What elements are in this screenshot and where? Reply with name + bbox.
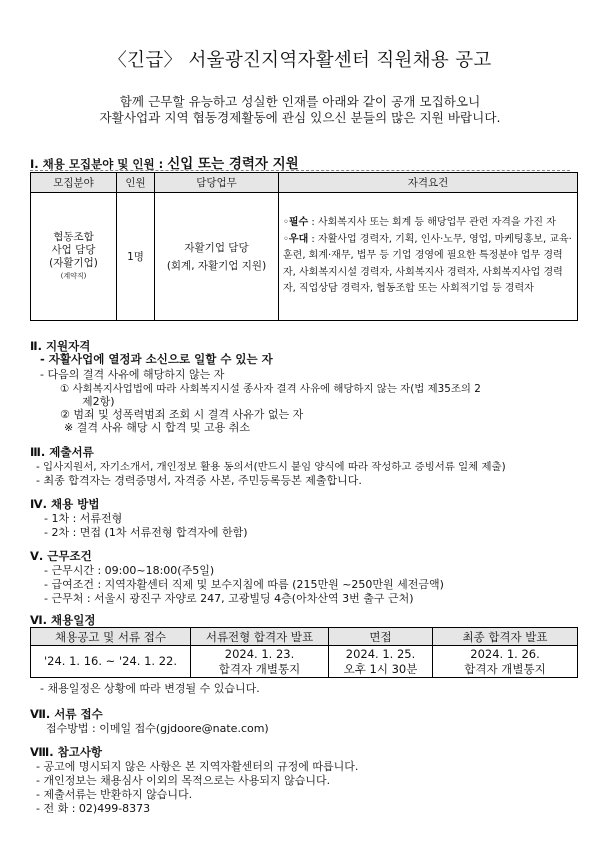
count-cell: 1명 bbox=[117, 193, 155, 321]
qualification-line: - 다음의 결격 사유에 해당하지 않는 자 bbox=[40, 368, 225, 381]
schedule-note: 합격자 개별통지 bbox=[464, 661, 546, 676]
section-1-title: Ⅰ. 채용 모집분야 및 인원 : bbox=[30, 157, 168, 171]
table-header: 자격요건 bbox=[279, 173, 578, 193]
section-2-heading: Ⅱ. 지원자격 bbox=[30, 339, 91, 353]
notice-line: - 전 화 : 02)499-8373 bbox=[36, 802, 151, 815]
field-text: 협동조합 bbox=[53, 230, 94, 243]
schedule-cell bbox=[433, 646, 578, 678]
documents-line: - 최종 합격자는 경력증명서, 자격증 사본, 주민등록등본 제출합니다. bbox=[36, 474, 362, 487]
qualification-line: ※ 결격 사유 해당 시 합격 및 고용 취소 bbox=[64, 421, 250, 434]
section-5-heading: Ⅴ. 근무조건 bbox=[30, 549, 92, 563]
field-cell bbox=[31, 193, 117, 321]
table-header: 서류전형 합격자 발표 bbox=[191, 628, 329, 646]
table-header: 모집분야 bbox=[31, 173, 117, 193]
intro-text bbox=[0, 94, 600, 126]
preferred-qualification bbox=[283, 232, 573, 298]
section-8-heading: Ⅷ. 참고사항 bbox=[30, 745, 103, 759]
section-1-emphasis: 신입 또는 경력자 지원 bbox=[167, 156, 299, 172]
duty-cell bbox=[155, 193, 279, 321]
duty-text: 자활기업 담당 bbox=[184, 241, 249, 254]
field-text: (자활기업) bbox=[49, 256, 98, 269]
schedule-date: 2024. 1. 26. bbox=[470, 646, 540, 661]
preferred-text: : 자활사업 경력자, 기획, 인사·노무, 영업, 마케팅홍보, 교육·훈련, 회계·재무, 법무 등 기업 경영에 필요한 특정분야 업무 경력자, 사회복지시설 경력자, 사회복지사 경력자, 사회복지사업 경력자, 직업상담 경력자, 협동조합 또는 사회적기업 등 경력자 bbox=[283, 233, 572, 295]
condition-line: - 근무시간 : 09:00~18:00(주5일) bbox=[44, 564, 215, 577]
schedule-note: 합격자 개별통지 bbox=[218, 661, 301, 676]
recruitment-table bbox=[30, 172, 578, 321]
section-4-heading: Ⅳ. 채용 방법 bbox=[30, 497, 100, 511]
table-header: 면접 bbox=[329, 628, 433, 646]
requirements-cell bbox=[279, 193, 578, 321]
method-line: - 1차 : 서류전형 bbox=[44, 512, 123, 525]
notice-line: - 개인정보는 채용심사 이외의 목적으로는 사용되지 않습니다. bbox=[36, 774, 331, 787]
table-header: 담당업무 bbox=[155, 173, 279, 193]
qualification-line: 제2항) bbox=[82, 395, 115, 408]
condition-line: - 급여조건 : 지역자활센터 직제 및 보수지침에 따름 (215만원 ~250만원 세전금액) bbox=[44, 578, 444, 591]
documents-line: - 입사지원서, 자기소개서, 개인정보 활용 동의서(반드시 붙임 양식에 따라 작성하고 증빙서류 일체 제출) bbox=[36, 461, 506, 473]
schedule-note: 오후 1시 30분 bbox=[343, 661, 418, 676]
section-3-heading: Ⅲ. 제출서류 bbox=[30, 445, 94, 459]
required-qualification bbox=[283, 215, 573, 232]
field-contract-type: (계약직) bbox=[60, 271, 87, 280]
schedule-cell bbox=[329, 646, 433, 678]
table-header: 채용공고 및 서류 접수 bbox=[31, 628, 191, 646]
submission-line: 접수방법 : 이메일 접수(gjdoore@nate.com) bbox=[46, 722, 269, 735]
section-6-heading: Ⅵ. 채용일정 bbox=[30, 613, 96, 627]
section-divider bbox=[30, 170, 570, 171]
duty-text: (회계, 자활기업 지원) bbox=[166, 259, 267, 272]
required-text: : 사회복지사 또는 회계 등 해당업무 관련 자격을 가진 자 bbox=[308, 217, 556, 229]
required-label: 필수 bbox=[288, 217, 309, 229]
bullet: ◦ bbox=[283, 217, 289, 229]
schedule-table bbox=[30, 627, 578, 678]
schedule-date: 2024. 1. 25. bbox=[345, 646, 416, 661]
intro-line: 함께 근무할 유능하고 성실한 인재를 아래와 같이 공개 모집하오니 bbox=[119, 94, 481, 109]
qualification-line: ② 범죄 및 성폭력범죄 조회 시 결격 사유가 없는 자 bbox=[60, 408, 304, 421]
section-1-heading bbox=[30, 152, 299, 172]
schedule-note-line: - 채용일정은 상황에 따라 변경될 수 있습니다. bbox=[40, 682, 260, 695]
section-7-heading: Ⅶ. 서류 접수 bbox=[30, 707, 103, 721]
schedule-date: 2024. 1. 23. bbox=[224, 646, 295, 661]
condition-line: - 근무처 : 서울시 광진구 자양로 247, 고광빌딩 4층(아차산역 3번 출구 근처) bbox=[44, 592, 414, 605]
intro-line: 자활사업과 지역 협동경제활동에 관심 있으신 분들의 많은 지원 바랍니다. bbox=[99, 110, 501, 125]
qualification-line: - 자활사업에 열정과 소신으로 일할 수 있는 자 bbox=[40, 352, 273, 366]
notice-line: - 제출서류는 반환하지 않습니다. bbox=[36, 788, 193, 801]
method-line: - 2차 : 면접 (1차 서류전형 합격자에 한함) bbox=[44, 526, 248, 539]
schedule-cell bbox=[191, 646, 329, 678]
page-title: 〈긴급〉 서울광진지역자활센터 직원채용 공고 bbox=[108, 50, 492, 71]
bullet: ◦ bbox=[283, 233, 289, 245]
notice-line: - 공고에 명시되지 않은 사항은 본 지역자활센터의 규정에 따릅니다. bbox=[36, 760, 359, 773]
field-text: 사업 담당 bbox=[51, 243, 96, 256]
qualification-line: ① 사회복지사업법에 따라 사회복지시설 종사자 결격 사유에 해당하지 않는 자(법 제35조의 2 bbox=[60, 383, 481, 395]
preferred-label: 우대 bbox=[288, 233, 309, 245]
table-header: 최종 합격자 발표 bbox=[433, 628, 578, 646]
schedule-cell: '24. 1. 16. ~ '24. 1. 22. bbox=[31, 646, 191, 678]
table-header: 인원 bbox=[117, 173, 155, 193]
